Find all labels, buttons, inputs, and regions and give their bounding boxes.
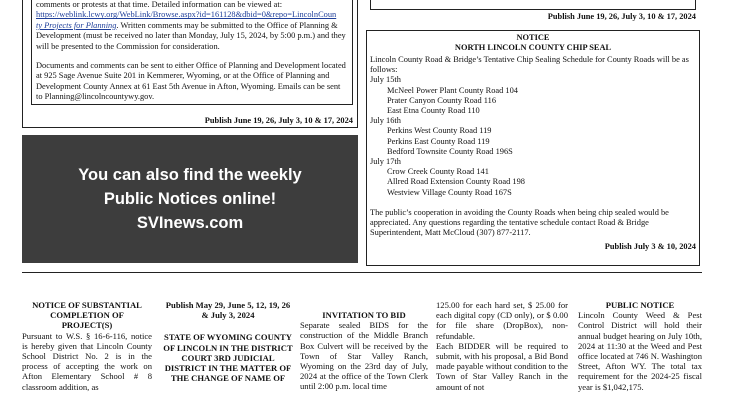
weblink-url[interactable]: https://weblink.lcwy.org/WebLink/Browse.aspx?id=161128&dbid=0&repo=LincolnCoun [36, 10, 337, 20]
road-item: East Etna County Road 110 [387, 106, 480, 116]
notice-subtitle: NORTH LINCOLN COUNTY CHIP SEAL [454, 43, 612, 52]
notice-name-change [162, 300, 294, 383]
notice-planning-body [36, 10, 348, 52]
weblink-url-end[interactable]: ty Projects for Planning [36, 20, 117, 30]
notice-heading: STATE OF WYOMING COUNTY OF LINCOLN IN THE DISTRICT COURT 3RD JUDICIAL DISTRICT IN THE MATTER OF THE CHANGE OF NAME OF [163, 332, 293, 384]
notice-heading: NOTICE OF SUBSTANTIAL [32, 300, 142, 310]
notice-body: 125.00 for each hard set, $ 25.00 for each digital copy (CD only), or $ 0.00 for file share (DropBox), non-refundable. [436, 300, 568, 341]
notice-title: NOTICE [516, 33, 550, 42]
notice-box-top-right [366, 0, 700, 24]
publish-dates: Publish June 19, 26, July 3, 10 & 17, 2024 [204, 116, 353, 125]
publish-dates: Publish June 19, 26, July 3, 10 & 17, 2024 [547, 12, 696, 21]
notice-heading: PUBLIC NOTICE [605, 300, 675, 310]
schedule-day: July 16th [370, 116, 401, 126]
notice-heading: COMPLETION OF [50, 310, 124, 321]
notice-heading: PROJECT(S) [61, 320, 113, 331]
ad-url: SVInews.com [136, 214, 244, 232]
ad-line1: You can also find the weekly [78, 166, 302, 184]
road-item: Perkins West County Road 119 [387, 126, 492, 136]
road-item: Crow Creek County Road 141 [387, 167, 489, 177]
road-item: Allred Road Extension County Road 198 [387, 177, 525, 187]
notice-body: Separate sealed BIDS for the construction of the Middle Branch Box Culvert will be received by the Town of Star Valley Ranch, Wyoming on the 23rd day of July, 2024 at the office of the Town Clerk until 2:00 p.m. local time [300, 320, 428, 392]
notice-top-right-inner [370, 0, 696, 10]
notice-planning-paragraph2: Documents and comments can be sent to either Office of Planning and Development located at 925 Sage Avenue Suite 201 in Kemmerer, Wyoming, or at the Office of Planning and Development County Annex at 61 East 5th Avenue in Afton, Wyoming. Emails can be sent to Planning@lincolncountywy.gov. [36, 61, 346, 102]
notice-bid-continued [436, 300, 568, 392]
notice-body: Each BIDDER will be required to submit, with his proposal, a Bid Bond made payable without condition to the Town of Star Valley Ranch in the amount of not [436, 340, 568, 392]
notice-body: Pursuant to W.S. § 16-6-116, notice is hereby given that Lincoln County School District No. 2 is in the process of accepting the work on Afton Elementary School # 8 classroom addition, as [22, 330, 152, 392]
notice-planning-line1: comments or protests at that time. Detailed information can be viewed at: [36, 0, 283, 9]
chip-closing: The public’s cooperation in avoiding the County Roads when being chip sealed would be appreciated. Any questions regarding the tentative schedule contact Road & Bridge Superintendent, Matt McCloud (307) 877-2117. [370, 207, 669, 238]
publish-dates: Publish July 3 & 10, 2024 [604, 242, 696, 252]
road-item: McNeel Power Plant County Road 104 [387, 85, 518, 95]
schedule-day: July 17th [370, 157, 401, 167]
notice-chip-seal [366, 30, 700, 266]
notice-planning-text: . Written comments may be submitted to the Office of Planning & Development (must be received no later than Monday, July 15, 2024, by 5:00 p.m.) and they will be presented to the Commission for consideration. [36, 20, 346, 51]
schedule-day: July 15th [370, 75, 401, 85]
notice-invitation-to-bid [300, 310, 428, 392]
notice-weed-pest-budget [578, 300, 702, 392]
road-item: Westview Village County Road 167S [387, 187, 512, 197]
road-item: Perkins East County Road 119 [387, 136, 490, 146]
svinews-ad[interactable] [22, 135, 358, 263]
notice-body: Lincoln County Weed & Pest Control District will hold their annual budget hearing on July 10th, 2024 at 11:30 at the Weed and Pest office located at 746 N. Washington Street, Afton WY. The total tax requirement for the 2024-25 fiscal year is $1,042,175. [578, 310, 702, 392]
notice-box-planning [22, 0, 358, 128]
road-item: Prater Canyon County Road 116 [387, 95, 497, 105]
ad-line2: Public Notices online! [103, 190, 277, 208]
notice-substantial-completion [22, 300, 152, 392]
notice-heading: INVITATION TO BID [322, 310, 406, 320]
chip-intro: Lincoln County Road & Bridge’s Tentative Chip Sealing Schedule for County Roads will be as follows: [370, 55, 689, 75]
road-item: Bedford Townsite County Road 196S [387, 146, 513, 156]
notice-planning-inner [31, 0, 353, 105]
publish-dates: Publish May 29, June 5, 12, 19, 26 & July 3, 2024 [165, 300, 291, 321]
section-divider [22, 272, 702, 273]
